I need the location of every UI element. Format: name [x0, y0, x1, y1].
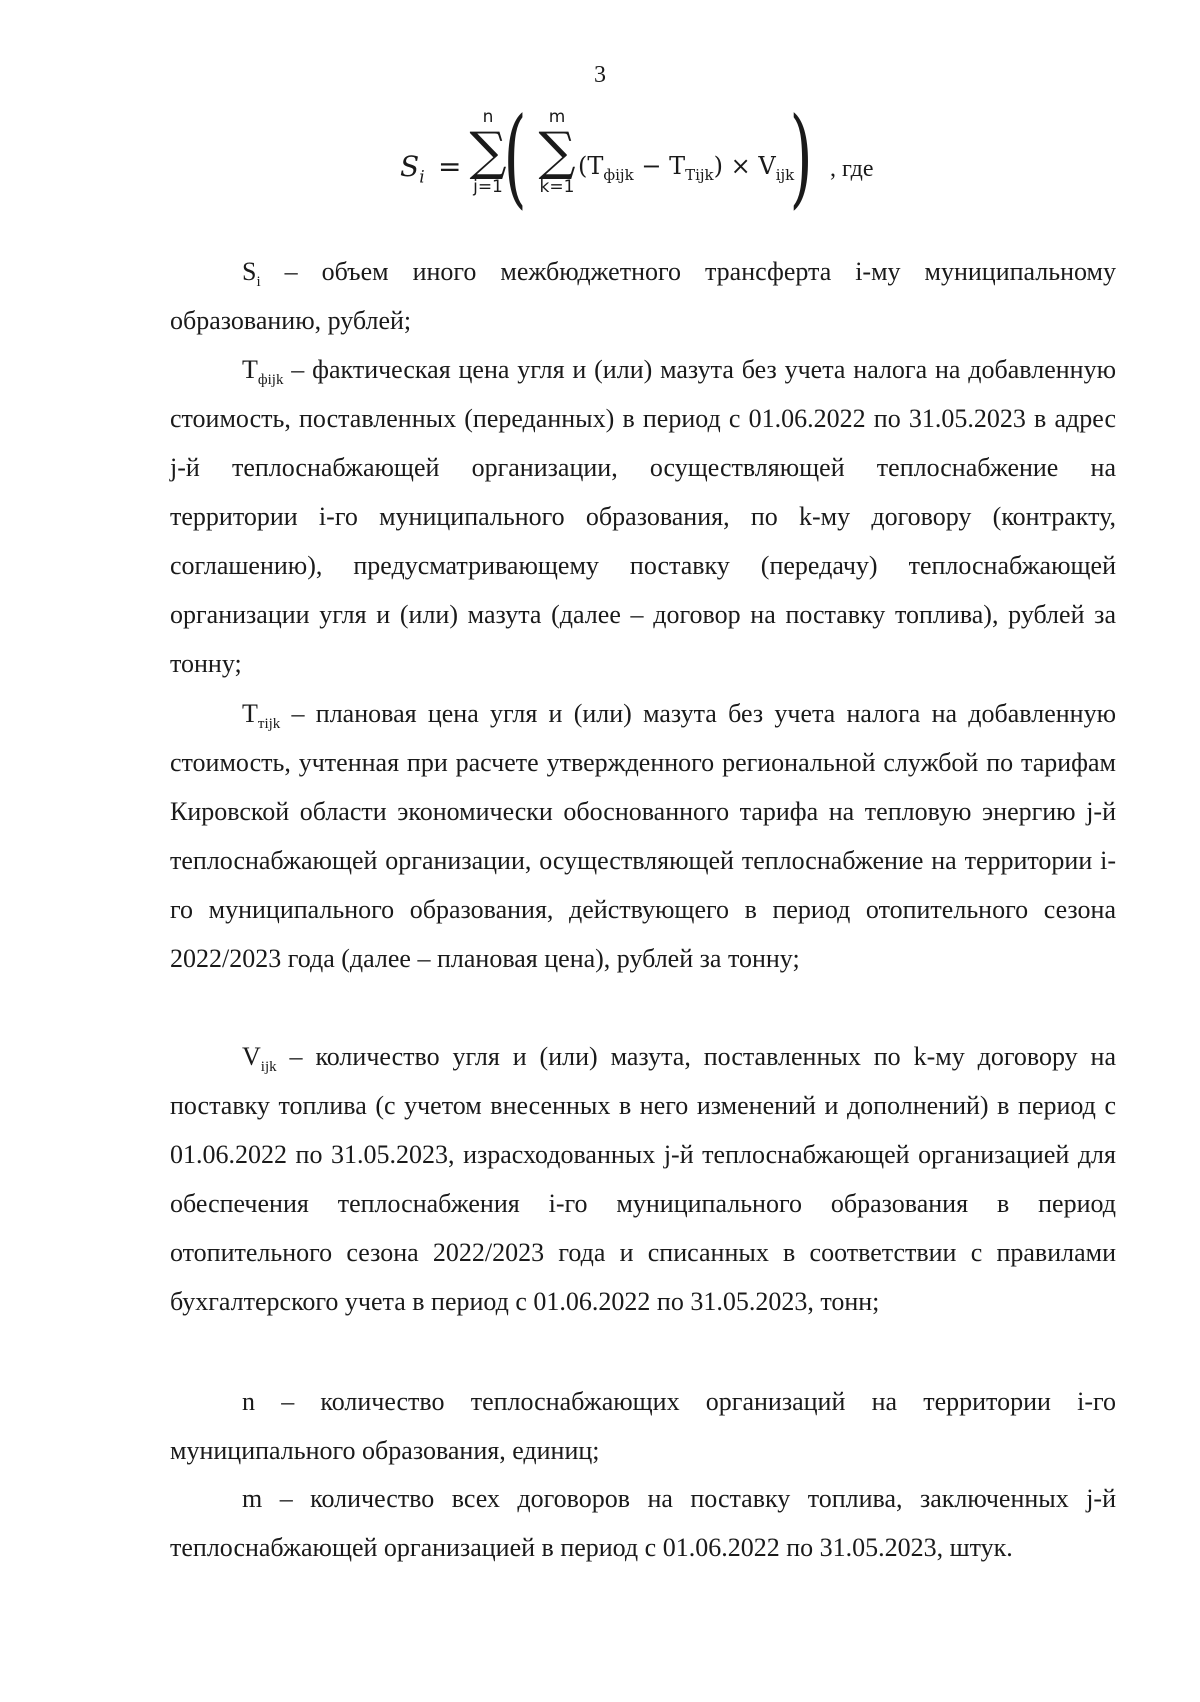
inner-sum: [537, 108, 577, 196]
big-open-paren: (: [503, 95, 527, 220]
formula-tail: , где: [830, 156, 874, 182]
definition-planned-price: $Т_{тijk}$ – плановая цена угля и (или) мазута без учета налога на добавленную стоимость, учтенная при расчете утвержденного региональной службой по тарифам Кировской области экономически обоснованного тарифа на тепловую энергию j-й теплоснабжающей организации, осуществляющей теплоснабжение на территории i-го муниципального образования, действующего в период отопительного сезона 2022/2023 года (далее – плановая цена), рублей за тонну;: [170, 699, 1116, 973]
inner-sum-lower: k=1: [539, 177, 575, 197]
formula-lhs: $S_i$: [400, 150, 425, 188]
term-volume: $V_{ijk}$: [758, 152, 795, 184]
formula: [400, 95, 960, 228]
outer-sum: [468, 108, 508, 196]
formula-equals: =: [438, 150, 462, 183]
outer-sum-lower: j=1: [473, 177, 503, 197]
definition-m: m – количество всех договоров на поставку топлива, заключенных j-й теплоснабжающей организацией в период с 01.06.2022 по 31.05.2023, штук.: [170, 1484, 1116, 1562]
outer-sum-upper: n: [482, 107, 494, 127]
big-close-paren: ): [789, 95, 813, 220]
definition-volume: $V_{ijk}$ – количество угля и (или) мазута, поставленных по k-му договору на поставку топлива (с учетом внесенных в него изменений и дополнений) в период с 01.06.2022 по 31.05.2023, израсходованных j-й теплоснабжающей организацией для обеспечения теплоснабжения i-го муниципального образования в период отопительного сезона 2022/2023 года и списанных в соответствии с правилами бухгалтерского учета в период с 01.06.2022 по 31.05.2023, тонн;: [170, 1042, 1116, 1316]
outer-sum-sigma: ∑: [469, 122, 507, 182]
page-number: 3: [594, 62, 606, 88]
inner-sum-sigma: ∑: [538, 122, 576, 182]
inner-sum-upper: m: [548, 107, 566, 127]
definition-si: $S_i$ – объем иного межбюджетного трансферта i-му муниципальному образованию, рублей;: [170, 257, 1116, 335]
term-planned-price: $Т_{Tijk}$: [669, 152, 714, 184]
formula-body: $(Т_{фijk} - Т_{Tijk}) \times V_{ijk}$: [578, 152, 795, 184]
term-actual-price: $Т_{фijk}$: [587, 152, 634, 184]
definition-n: n – количество теплоснабжающих организаций на территории i-го муниципального образования, единиц;: [170, 1387, 1116, 1465]
definition-actual-price: $Т_{фijk}$ – фактическая цена угля и (или) мазута без учета налога на добавленную стоимость, поставленных (переданных) в период с 01.06.2022 по 31.05.2023 в адрес j-й теплоснабжающей организации, осуществляющей теплоснабжение на территории i-го муниципального образования, по k-му договору (контракту, соглашению), предусматривающему поставку (передачу) теплоснабжающей организации угля и (или) мазута (далее – договор на поставку топлива), рублей за тонну;: [170, 355, 1116, 678]
